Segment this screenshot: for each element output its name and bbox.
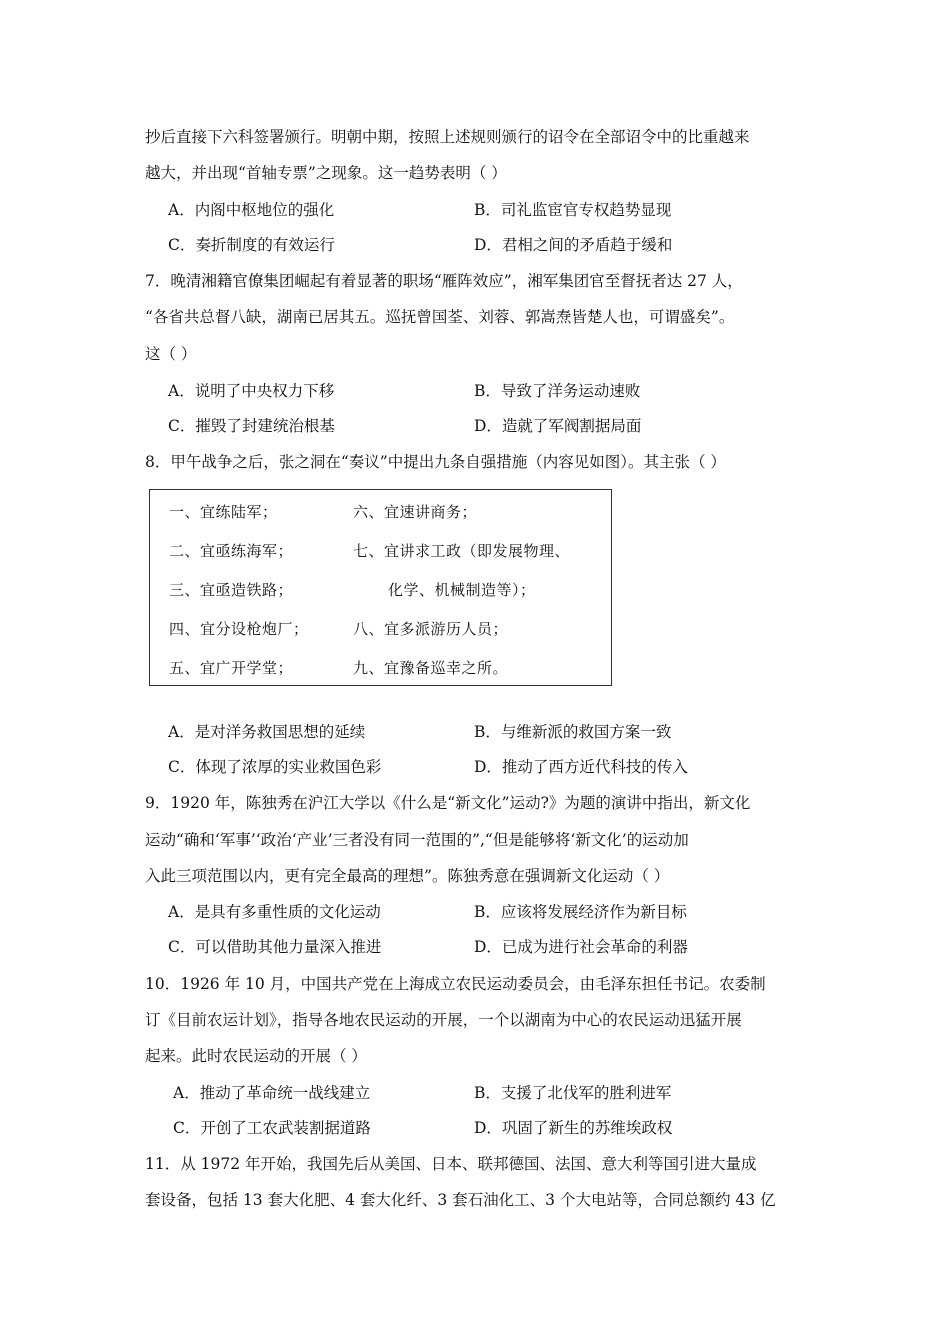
q7-option-c: C．摧毁了封建统治根基 [168,417,335,435]
q8-stem-line: 8．甲午战争之后，张之洞在“奏议”中提出九条自强措施（内容见如图）。其主张（ ） [145,453,726,471]
q10-stem-line: 10．1926 年 10 月，中国共产党在上海成立农民运动委员会，由毛泽东担任书记。农委制 [145,975,766,993]
q6-option-d: D．君相之间的矛盾趋于缓和 [474,236,673,254]
q6-option-c: C．奏折制度的有效运行 [168,236,335,254]
q10-option-a: A．推动了革命统一战线建立 [173,1084,371,1102]
q7-option-d: D．造就了军阀割据局面 [474,417,642,435]
q9-stem-line: 运动“确和‘军事’‘政治‘产业’三者没有同一范围的”,“但是能够将‘新文化’的运动加 [145,831,689,849]
q10-option-b: B．支援了北伐军的胜利进军 [474,1084,672,1102]
measure-item: 三、宜亟造铁路； [169,581,294,599]
q7-stem-line: 7．晚清湘籍官僚集团崛起有着显著的职场“雁阵效应”，湘军集团官至督抚者达 27 人， [145,272,743,290]
paragraph-line: 越大，并出现“首轴专票”之现象。这一趋势表明（ ） [145,164,507,182]
q10-stem-line: 起来。此时农民运动的开展（ ） [145,1047,367,1065]
measure-item: 九、宜豫备巡幸之所。 [353,659,509,677]
q8-option-b: B．与维新派的救国方案一致 [474,723,672,741]
q9-option-c: C．可以借助其他力量深入推进 [168,938,382,956]
measure-item: 八、宜多派游历人员； [353,620,509,638]
measure-item: 七、宜讲求工政（即发展物理、 [353,542,571,560]
measure-item: 四、宜分设枪炮厂； [169,620,309,638]
q7-stem-line: 这（ ） [145,345,197,363]
measure-item: 二、宜亟练海军； [169,542,294,560]
q7-option-b: B．导致了洋务运动速败 [474,382,641,400]
measure-item: 五、宜广开学堂； [169,659,294,677]
q8-option-c: C．体现了浓厚的实业救国色彩 [168,758,382,776]
q11-stem-line: 11．从 1972 年开始，我国先后从美国、日本、联邦德国、法国、意大利等国引进大量成 [145,1155,757,1173]
q8-option-d: D．推动了西方近代科技的传入 [474,758,688,776]
q8-option-a: A．是对洋务救国思想的延续 [168,723,366,741]
measure-item: 六、宜速讲商务； [353,503,478,521]
q9-stem-line: 9．1920 年，陈独秀在沪江大学以《什么是“新文化”运动?》为题的演讲中指出，新文化 [145,794,751,812]
q7-stem-line: “各省共总督八缺，湖南已居其五。巡抚曾国荃、刘蓉、郭嵩焘皆楚人也，可谓盛矣”。 [145,308,735,326]
q9-stem-line: 入此三项范围以内，更有完全最高的理想”。陈独秀意在强调新文化运动（ ） [145,867,670,885]
measure-item: 一、宜练陆军； [169,503,278,521]
q6-option-a: A．内阁中枢地位的强化 [168,201,335,219]
q10-stem-line: 订《目前农运计划》，指导各地农民运动的开展，一个以湖南为中心的农民运动迅猛开展 [145,1011,742,1029]
q9-option-d: D．已成为进行社会革命的利器 [474,938,688,956]
q7-option-a: A．说明了中央权力下移 [168,382,335,400]
measures-box [149,489,612,686]
q10-option-c: C．开创了工农武装割据道路 [173,1119,371,1137]
q10-option-d: D．巩固了新生的苏维埃政权 [474,1119,673,1137]
measure-item: 化学、机械制造等）； [388,581,536,599]
q9-option-a: A．是具有多重性质的文化运动 [168,903,381,921]
q11-stem-line: 套设备，包括 13 套大化肥、4 套大化纤、3 套石油化工、3 个大电站等，合同总额约 43 亿 [145,1191,776,1209]
q9-option-b: B．应该将发展经济作为新目标 [474,903,687,921]
paragraph-line: 抄后直接下六科签署颁行。明朝中期，按照上述规则颁行的诏令在全部诏令中的比重越来 [145,128,750,146]
q6-option-b: B．司礼监宦官专权趋势显现 [474,201,672,219]
